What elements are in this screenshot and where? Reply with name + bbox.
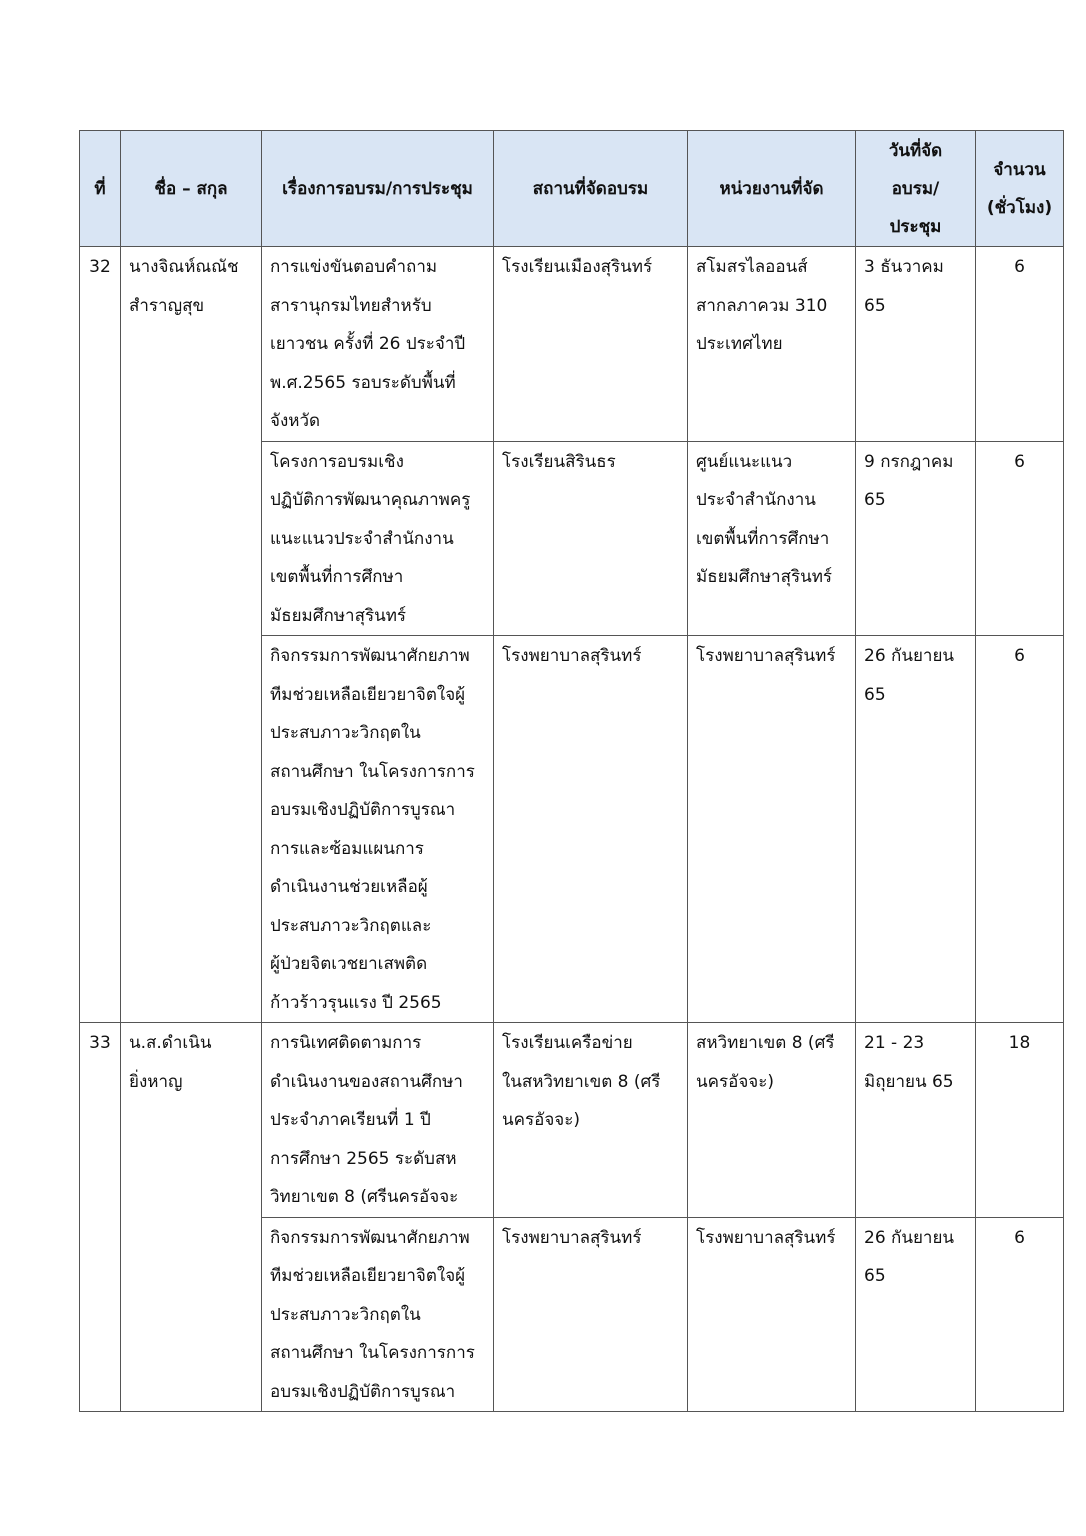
cell-hours: 6 — [976, 636, 1064, 1023]
cell-topic: กิจกรรมการพัฒนาศักยภาพ ทีมช่วยเหลือเยียวยาจิตใจผู้ ประสบภาวะวิกฤตใน สถานศึกษา ในโครงการการ อบรมเชิงปฏิบัติการบูรณา การและซ้อมแผนการ ดำเนินงานช่วยเหลือผู้ ประสบภาวะวิกฤตและ ผู้ป่วยจิตเวชยาเสพติด ก้าวร้าวรุนแรง ปี 2565 — [262, 636, 494, 1023]
header-name: ชื่อ – สกุล — [121, 131, 262, 247]
cell-venue: โรงพยาบาลสุรินทร์ — [494, 1217, 688, 1412]
table-row — [80, 247, 1064, 442]
cell-date: 26 กันยายน 65 — [856, 636, 976, 1023]
cell-venue: โรงเรียนเครือข่าย ในสหวิทยาเขต 8 (ศรี นครอัจจะ) — [494, 1023, 688, 1218]
header-date: วันที่จัด อบรม/ ประชุม — [856, 131, 976, 247]
header-topic: เรื่องการอบรม/การประชุม — [262, 131, 494, 247]
cell-topic: โครงการอบรมเชิง ปฏิบัติการพัฒนาคุณภาพครู แนะแนวประจำสำนักงาน เขตพื้นที่การศึกษา มัธยมศึกษาสุรินทร์ — [262, 441, 494, 636]
cell-organizer: สหวิทยาเขต 8 (ศรี นครอัจจะ) — [688, 1023, 856, 1218]
cell-topic: การแข่งขันตอบคำถาม สารานุกรมไทยสำหรับ เยาวชน ครั้งที่ 26 ประจำปี พ.ศ.2565 รอบระดับพื้นที่ จังหวัด — [262, 247, 494, 442]
cell-venue: โรงเรียนเมืองสุรินทร์ — [494, 247, 688, 442]
cell-hours: 18 — [976, 1023, 1064, 1218]
cell-name: น.ส.ดำเนิน ยิ่งหาญ — [121, 1023, 262, 1412]
cell-hours: 6 — [976, 247, 1064, 442]
cell-topic: กิจกรรมการพัฒนาศักยภาพ ทีมช่วยเหลือเยียวยาจิตใจผู้ ประสบภาวะวิกฤตใน สถานศึกษา ในโครงการการ อบรมเชิงปฏิบัติการบูรณา — [262, 1217, 494, 1412]
cell-date: 9 กรกฎาคม 65 — [856, 441, 976, 636]
cell-no: 32 — [80, 247, 121, 1023]
cell-hours: 6 — [976, 1217, 1064, 1412]
cell-venue: โรงเรียนสิรินธร — [494, 441, 688, 636]
cell-hours: 6 — [976, 441, 1064, 636]
cell-no: 33 — [80, 1023, 121, 1412]
cell-organizer: สโมสรไลออนส์ สากลภาควม 310 ประเทศไทย — [688, 247, 856, 442]
header-venue: สถานที่จัดอบรม — [494, 131, 688, 247]
cell-name: นางจิณห์ณณัช สำราญสุข — [121, 247, 262, 1023]
cell-organizer: โรงพยาบาลสุรินทร์ — [688, 1217, 856, 1412]
header-hours: จำนวน (ชั่วโมง) — [976, 131, 1064, 247]
training-record-table — [79, 130, 1064, 1412]
cell-topic: การนิเทศติดตามการ ดำเนินงานของสถานศึกษา ประจำภาคเรียนที่ 1 ปี การศึกษา 2565 ระดับสห วิทยาเขต 8 (ศรีนครอัจจะ — [262, 1023, 494, 1218]
header-no: ที่ — [80, 131, 121, 247]
cell-venue: โรงพยาบาลสุรินทร์ — [494, 636, 688, 1023]
cell-organizer: ศูนย์แนะแนว ประจำสำนักงาน เขตพื้นที่การศึกษา มัธยมศึกษาสุรินทร์ — [688, 441, 856, 636]
cell-organizer: โรงพยาบาลสุรินทร์ — [688, 636, 856, 1023]
header-organizer: หน่วยงานที่จัด — [688, 131, 856, 247]
cell-date: 21 - 23 มิถุยายน 65 — [856, 1023, 976, 1218]
cell-date: 26 กันยายน 65 — [856, 1217, 976, 1412]
table-header-row — [80, 131, 1064, 247]
cell-date: 3 ธันวาคม 65 — [856, 247, 976, 442]
table-row — [80, 1023, 1064, 1218]
